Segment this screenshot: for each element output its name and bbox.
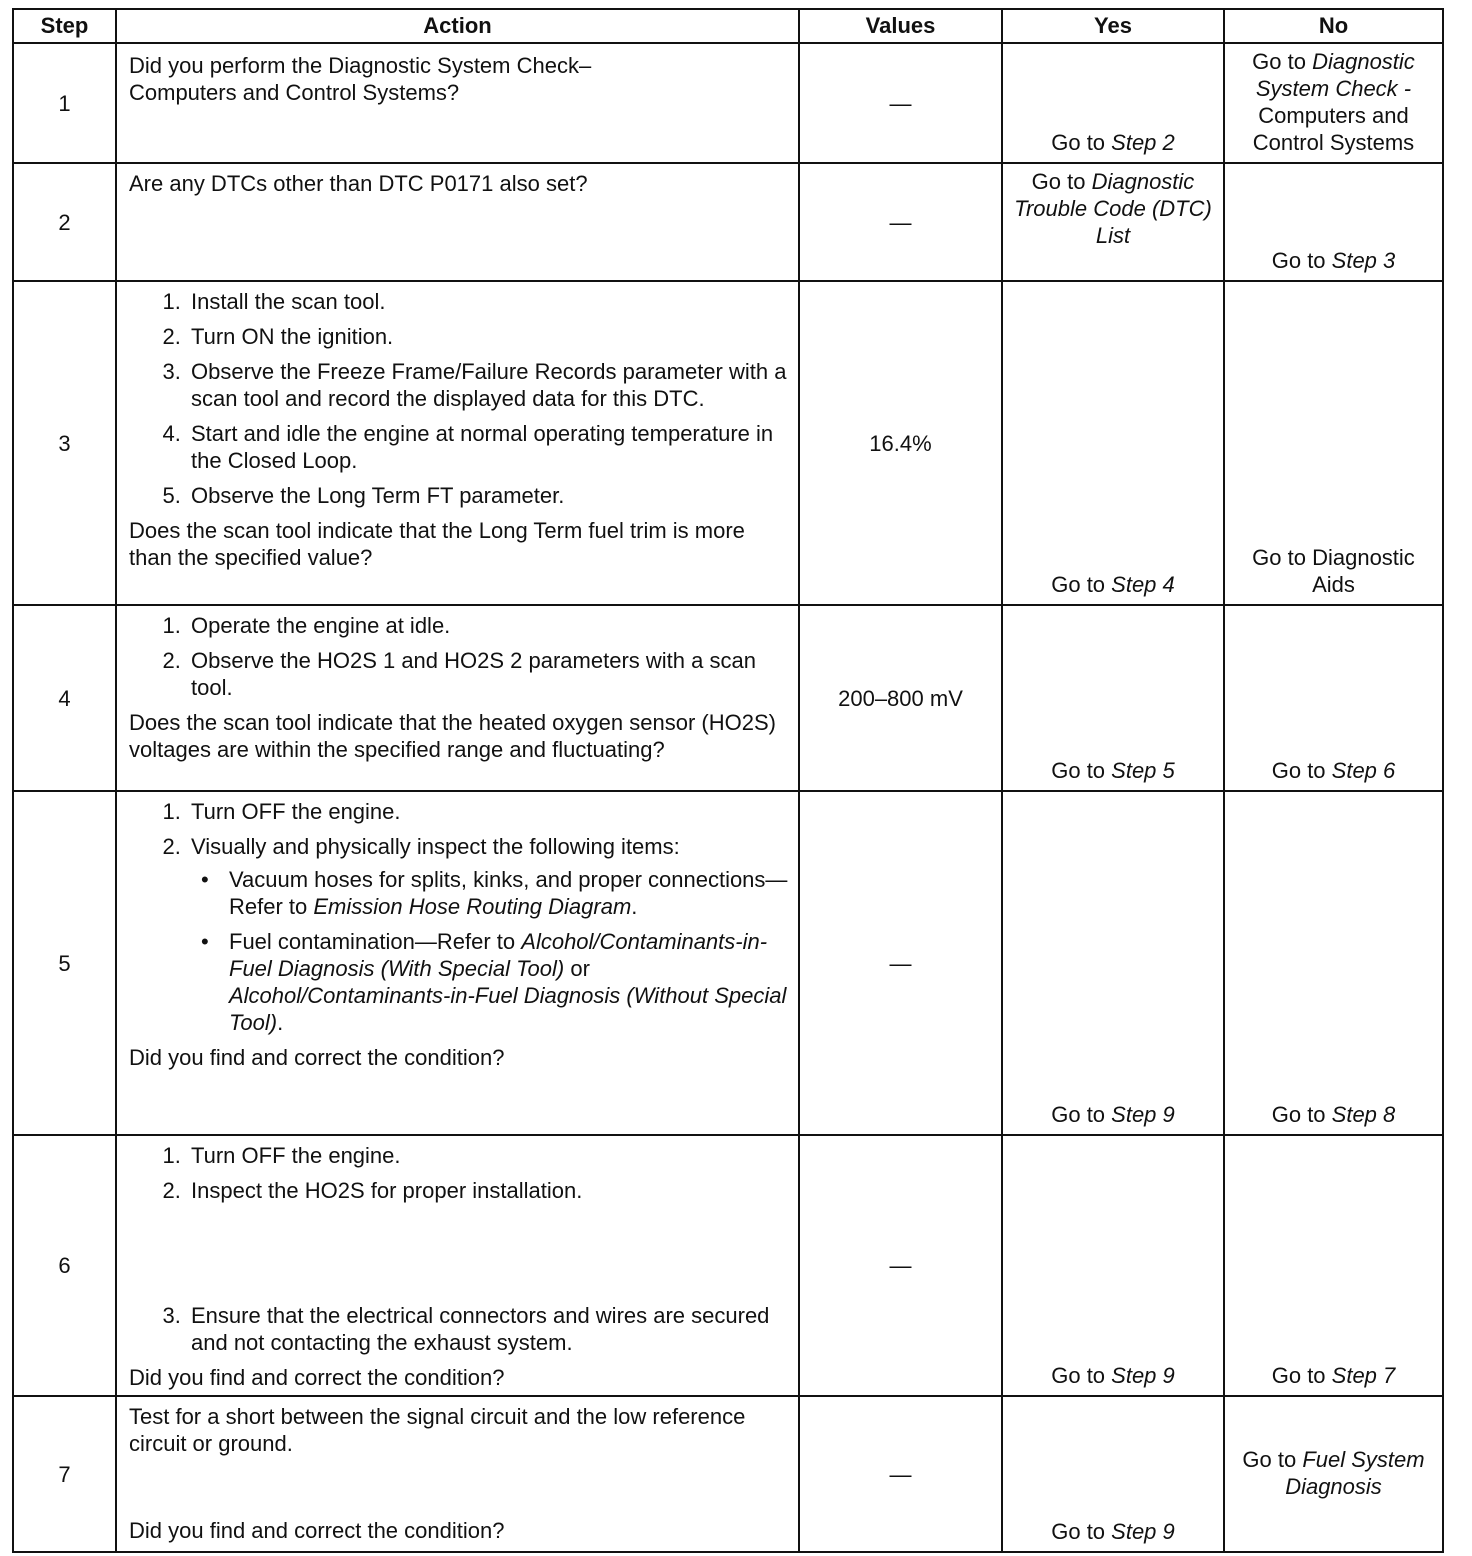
list-item: 3. Ensure that the electrical connectors and wires are secured and not contacting the exhaust system. xyxy=(187,1302,788,1356)
header-yes: Yes xyxy=(1002,9,1224,43)
action-text: Are any DTCs other than DTC P0171 also set? xyxy=(129,171,588,196)
no-cell: Go to Step 3 xyxy=(1224,163,1443,281)
list-item: 4. Start and idle the engine at normal operating temperature in the Closed Loop. xyxy=(187,420,788,474)
no-cell: Go to Step 7 xyxy=(1224,1135,1443,1396)
reference-link[interactable]: Alcohol/Contaminants-in-Fuel Diagnosis (With Special Tool) xyxy=(229,929,768,981)
yes-cell: Go to Diagnostic Trouble Code (DTC) List xyxy=(1002,163,1224,281)
table-row-step-3 xyxy=(13,281,1443,605)
bullet-list xyxy=(191,866,788,1036)
list-item: 2. Observe the HO2S 1 and HO2S 2 parameters with a scan tool. xyxy=(187,647,788,701)
no-text: Go to Diagnostic Aids xyxy=(1252,545,1415,597)
value-cell: — xyxy=(799,791,1002,1135)
action-question: Did you find and correct the condition? xyxy=(129,1518,505,1543)
header-no: No xyxy=(1224,9,1443,43)
value-cell: 16.4% xyxy=(799,281,1002,605)
no-link[interactable]: Step 6 xyxy=(1331,758,1396,783)
action-line: Did you perform the Diagnostic System Check– xyxy=(129,53,592,78)
no-link[interactable]: Step 3 xyxy=(1331,248,1396,273)
action-steps xyxy=(129,288,788,509)
action-question: Does the scan tool indicate that the Long Term fuel trim is more than the specified value? xyxy=(129,518,745,570)
action-text xyxy=(129,50,788,106)
action-steps xyxy=(129,798,788,1036)
action-steps xyxy=(129,1142,788,1204)
reference-link[interactable]: Alcohol/Contaminants-in-Fuel Diagnosis (Without Special Tool) xyxy=(229,983,787,1035)
no-cell: Go to Step 8 xyxy=(1224,791,1443,1135)
value-cell: — xyxy=(799,163,1002,281)
list-item: 2. Inspect the HO2S for proper installation. xyxy=(187,1177,788,1204)
reference-link[interactable]: Emission Hose Routing Diagram xyxy=(313,894,632,919)
yes-link[interactable]: Step 9 xyxy=(1111,1519,1175,1544)
bullet-item: • Vacuum hoses for splits, kinks, and proper connections—Refer to Emission Hose Routing Diagram. xyxy=(201,867,788,919)
table-row-step-2 xyxy=(13,163,1443,281)
yes-link[interactable]: Step 9 xyxy=(1111,1363,1175,1388)
value-cell: — xyxy=(799,1396,1002,1552)
list-item: 1. Turn OFF the engine. xyxy=(187,798,788,825)
action-spacer xyxy=(129,1457,788,1517)
no-link[interactable]: Diagnostic System Check - xyxy=(1255,49,1415,101)
bullet-item: • Fuel contamination—Refer to Alcohol/Contaminants-in-Fuel Diagnosis (With Special Tool) or Alcohol/Contaminants-in-Fuel Diagnosis (Without Special Tool). xyxy=(201,929,787,1035)
no-cell: Go to Diagnostic System Check - Computers and Control Systems xyxy=(1224,43,1443,163)
action-cell xyxy=(116,791,799,1135)
value-cell: — xyxy=(799,43,1002,163)
bullet-icon: • xyxy=(201,867,209,892)
yes-link[interactable]: Step 2 xyxy=(1111,130,1175,155)
yes-cell: Go to Step 4 xyxy=(1002,281,1224,605)
step-number: 3 xyxy=(13,281,116,605)
yes-link[interactable]: Diagnostic Trouble Code (DTC) List xyxy=(1014,169,1212,248)
list-item: 5. Observe the Long Term FT parameter. xyxy=(187,482,788,509)
action-cell xyxy=(116,163,799,281)
list-item: 1. Operate the engine at idle. xyxy=(187,612,788,639)
yes-cell: Go to Step 9 xyxy=(1002,1135,1224,1396)
value-cell: 200–800 mV xyxy=(799,605,1002,791)
list-item: 2. Visually and physically inspect the following items: • Vacuum hoses for splits, kinks, and proper connections—Refer to Emission Hose Routing Diagram. • Fuel contamination—Refer to Alcohol/Contaminants-in-Fuel Diagnosis (With Special Tool) or Alcohol/Contaminants-in-Fuel Diagnosis (Without Special Tool). xyxy=(187,833,788,1036)
no-cell: Go to Fuel System Diagnosis xyxy=(1224,1396,1443,1552)
no-link[interactable]: Step 8 xyxy=(1331,1102,1396,1127)
list-item: 1. Turn OFF the engine. xyxy=(187,1142,788,1169)
table-row-step-7 xyxy=(13,1396,1443,1552)
yes-cell: Go to Step 5 xyxy=(1002,605,1224,791)
no-cell xyxy=(1224,281,1443,605)
step-number: 1 xyxy=(13,43,116,163)
no-link[interactable]: Step 7 xyxy=(1331,1363,1396,1388)
no-cell: Go to Step 6 xyxy=(1224,605,1443,791)
diagnostic-table xyxy=(12,8,1444,1553)
yes-link[interactable]: Step 9 xyxy=(1111,1102,1175,1127)
list-item: 2. Turn ON the ignition. xyxy=(187,323,788,350)
step-number: 4 xyxy=(13,605,116,791)
yes-link[interactable]: Step 5 xyxy=(1111,758,1175,783)
action-question: Did you find and correct the condition? xyxy=(129,1045,505,1070)
table-row-step-4 xyxy=(13,605,1443,791)
yes-link[interactable]: Step 4 xyxy=(1111,572,1175,597)
yes-cell: Go to Step 9 xyxy=(1002,1396,1224,1552)
table-row-step-6 xyxy=(13,1135,1443,1396)
action-question: Did you find and correct the condition? xyxy=(129,1365,505,1390)
action-text: Test for a short between the signal circuit and the low reference circuit or ground. xyxy=(129,1404,746,1456)
action-cell xyxy=(116,605,799,791)
table-row-step-5 xyxy=(13,791,1443,1135)
header-action: Action xyxy=(116,9,799,43)
step-number: 7 xyxy=(13,1396,116,1552)
step-number: 5 xyxy=(13,791,116,1135)
list-item: 3. Observe the Freeze Frame/Failure Records parameter with a scan tool and record the displayed data for this DTC. xyxy=(187,358,788,412)
bullet-icon: • xyxy=(201,929,209,954)
no-link[interactable]: Fuel System Diagnosis xyxy=(1285,1447,1425,1499)
action-cell xyxy=(116,43,799,163)
action-question: Does the scan tool indicate that the heated oxygen sensor (HO2S) voltages are within the specified range and fluctuating? xyxy=(129,710,776,762)
step-number: 6 xyxy=(13,1135,116,1396)
value-cell: — xyxy=(799,1135,1002,1396)
action-cell xyxy=(116,1396,799,1552)
table-row-step-1 xyxy=(13,43,1443,163)
yes-cell: Go to Step 2 xyxy=(1002,43,1224,163)
list-item: 1. Install the scan tool. xyxy=(187,288,788,315)
yes-cell: Go to Step 9 xyxy=(1002,791,1224,1135)
header-row xyxy=(13,9,1443,43)
action-cell xyxy=(116,281,799,605)
no-suffix: Computers and Control Systems xyxy=(1252,103,1415,155)
action-line: Computers and Control Systems? xyxy=(129,80,460,105)
action-spacer xyxy=(129,1212,788,1302)
step-number: 2 xyxy=(13,163,116,281)
header-values: Values xyxy=(799,9,1002,43)
action-steps xyxy=(129,1302,788,1356)
action-steps xyxy=(129,612,788,701)
action-cell xyxy=(116,1135,799,1396)
header-step: Step xyxy=(13,9,116,43)
